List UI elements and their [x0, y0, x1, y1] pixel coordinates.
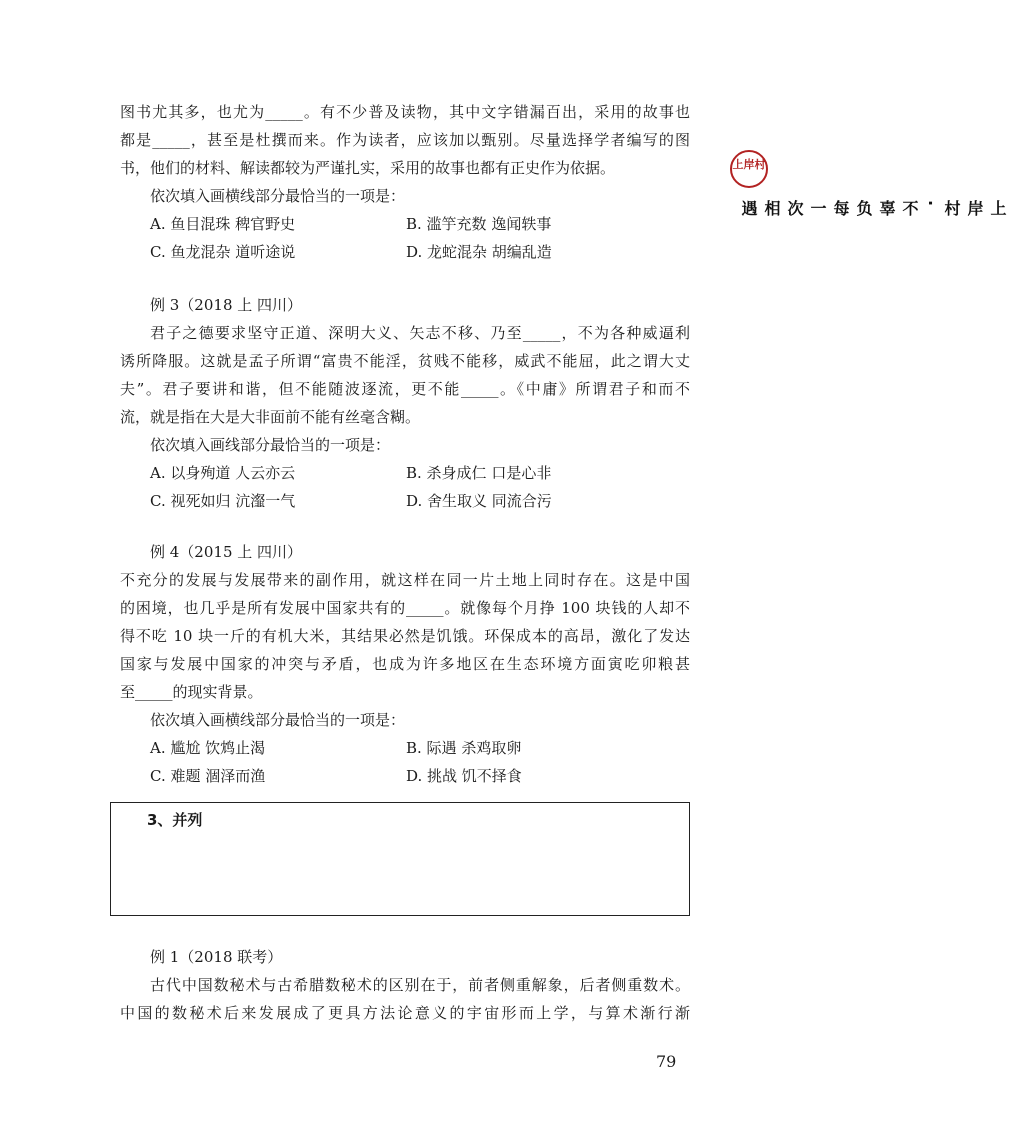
option-c: C. 难题 涸泽而渔	[150, 767, 266, 785]
text-line: 中国的数秘术后来发展成了更具方法论意义的宇宙形而上学，与算术渐行渐	[120, 1004, 690, 1022]
text-line: 君子之德要求坚守正道、深明大义、矢志不移、乃至_____，不为各种威逼利	[150, 324, 690, 342]
option-b: B. 际遇 杀鸡取卵	[406, 739, 522, 757]
option-a: A. 以身殉道 人云亦云	[150, 464, 296, 482]
text-line: 的困境，也几乎是所有发展中国家共有的_____。就像每个月挣 100 块钱的人却不	[120, 599, 690, 617]
seal-text: 上岸村	[732, 158, 766, 171]
section-title: 3、并列	[147, 811, 203, 829]
option-b: B. 滥竽充数 逸闻轶事	[406, 215, 552, 233]
text-line: 夫”。君子要讲和谐，但不能随波逐流，更不能_____。《中庸》所谓君子和而不	[120, 380, 690, 398]
section-box	[110, 802, 690, 916]
text-line: 书，他们的材料、解读都较为严谨扎实，采用的故事也都有正史作为依据。	[120, 159, 616, 177]
text-line: 流，就是指在大是大非面前不能有丝毫含糊。	[120, 408, 421, 426]
text-line: 国家与发展中国家的冲突与矛盾，也成为许多地区在生态环境方面寅吃卯粮甚	[120, 655, 690, 673]
question-prompt: 依次填入画横线部分最恰当的一项是：	[150, 711, 406, 729]
example-title: 例 3（2018 上 四川）	[150, 296, 303, 314]
logo-seal	[730, 150, 768, 188]
text-line: 至_____的现实背景。	[120, 683, 263, 701]
option-c: C. 视死如归 沆瀣一气	[150, 492, 296, 510]
page-number: 79	[656, 1052, 677, 1071]
brand-slogan: 上岸村·不辜负每一次相遇	[739, 200, 1007, 218]
text-line: 诱所降服。这就是孟子所谓“富贵不能淫，贫贱不能移，威武不能屈，此之谓大丈	[120, 352, 690, 370]
question-prompt: 依次填入画横线部分最恰当的一项是：	[150, 187, 406, 205]
option-d: D. 挑战 饥不择食	[406, 767, 522, 785]
option-d: D. 舍生取义 同流合污	[406, 492, 552, 510]
text-line: 图书尤其多，也尤为_____。有不少普及读物，其中文字错漏百出，采用的故事也	[120, 103, 690, 121]
option-b: B. 杀身成仁 口是心非	[406, 464, 552, 482]
option-a: A. 鱼目混珠 稗官野史	[150, 215, 296, 233]
option-c: C. 鱼龙混杂 道听途说	[150, 243, 296, 261]
text-line: 得不吃 10 块一斤的有机大米，其结果必然是饥饿。环保成本的高昂，激化了发达	[120, 627, 690, 645]
text-line: 不充分的发展与发展带来的副作用，就这样在同一片土地上同时存在。这是中国	[120, 571, 690, 589]
text-line: 古代中国数秘术与古希腊数秘术的区别在于，前者侧重解象，后者侧重数术。	[150, 976, 690, 994]
question-prompt: 依次填入画线部分最恰当的一项是：	[150, 436, 391, 454]
option-d: D. 龙蛇混杂 胡编乱造	[406, 243, 552, 261]
option-a: A. 尴尬 饮鸩止渴	[150, 739, 266, 757]
example-title: 例 4（2015 上 四川）	[150, 543, 303, 561]
example-title: 例 1（2018 联考）	[150, 948, 283, 966]
text-line: 都是_____，甚至是杜撰而来。作为读者，应该加以甄别。尽量选择学者编写的图	[120, 131, 690, 149]
